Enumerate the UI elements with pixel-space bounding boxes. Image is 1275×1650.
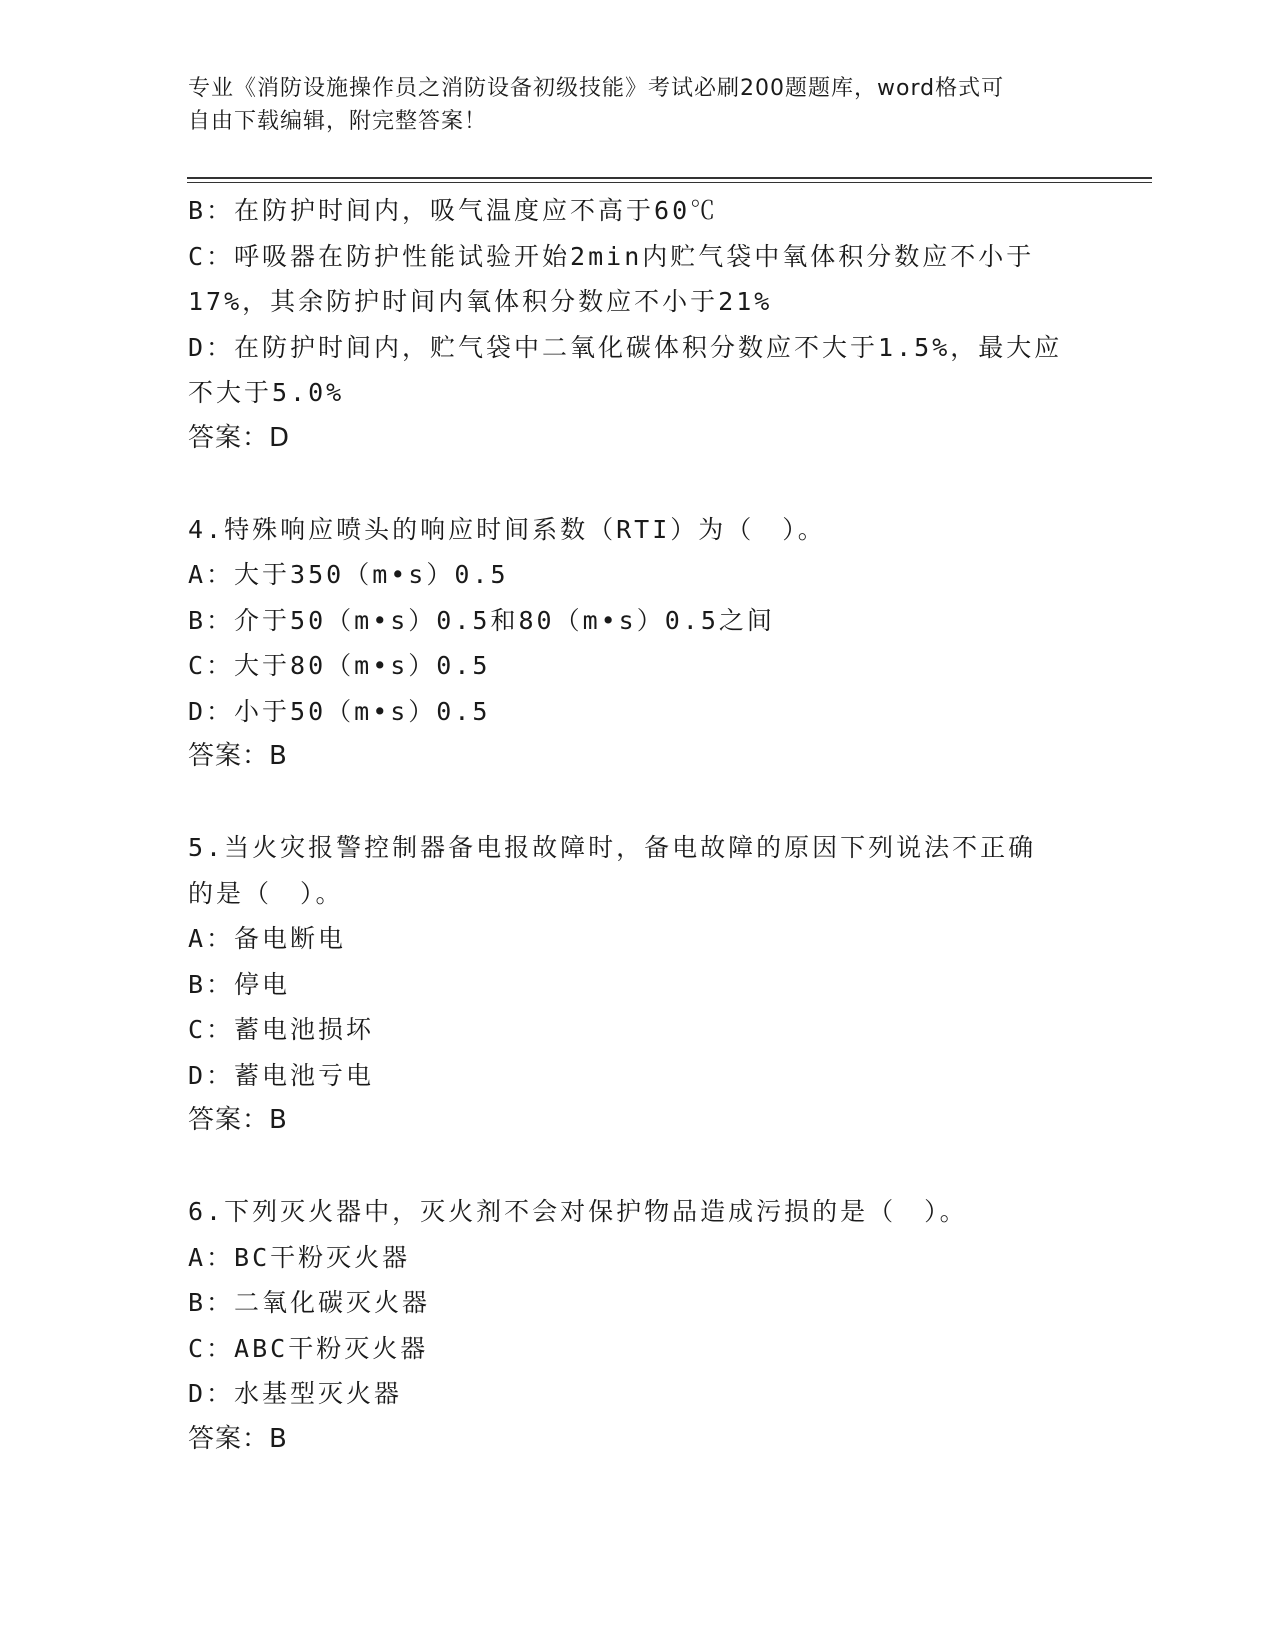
spacer — [188, 1144, 1128, 1190]
question-stem: 4.特殊响应喷头的响应时间系数（RTI）为（ ）。 — [188, 514, 826, 544]
option-c-line-1: C：呼吸器在防护性能试验开始2min内贮气袋中氧体积分数应不小于 — [188, 241, 1035, 271]
question-4 — [188, 507, 1128, 780]
option-b: B：介于50（m•s）0.5和80（m•s）0.5之间 — [188, 605, 775, 635]
answer: 答案：B — [188, 1423, 288, 1454]
option-d: D：小于50（m•s）0.5 — [188, 696, 491, 726]
spacer — [188, 461, 1128, 507]
header-line-2: 自由下载编辑，附完整答案！ — [188, 109, 488, 134]
option-a: A：BC干粉灭火器 — [188, 1242, 411, 1272]
option-c-line-2: 17%，其余防护时间内氧体积分数应不小于21% — [188, 287, 773, 316]
option-b: B：在防护时间内，吸气温度应不高于60℃ — [188, 196, 719, 225]
question-stem-line-1: 5.当火灾报警控制器备电报故障时，备电故障的原因下列说法不正确 — [188, 833, 1037, 862]
header-line-1: 专业《消防设施操作员之消防设备初级技能》考试必刷200题题库，word格式可 — [188, 76, 1005, 101]
option-d: D：蓄电池亏电 — [188, 1060, 375, 1090]
question-list — [188, 188, 1128, 1462]
header-divider-thick — [187, 177, 1152, 179]
answer: 答案：D — [188, 422, 291, 453]
option-a: A：备电断电 — [188, 924, 347, 953]
option-a: A：大于350（m•s）0.5 — [188, 560, 509, 589]
option-c: C：大于80（m•s）0.5 — [188, 651, 491, 680]
spacer — [188, 780, 1128, 826]
answer: 答案：B — [188, 741, 288, 771]
option-c: C：ABC干粉灭火器 — [188, 1333, 429, 1363]
question-5 — [188, 825, 1128, 1144]
document-header — [188, 72, 1088, 138]
option-d-line-1: D：在防护时间内，贮气袋中二氧化碳体积分数应不大于1.5%，最大应 — [188, 332, 1063, 362]
option-b: B：二氧化碳灭火器 — [188, 1288, 431, 1317]
question-3 — [188, 188, 1128, 461]
question-stem-line-2: 的是（ ）。 — [188, 878, 344, 908]
header-divider-thin — [187, 182, 1152, 183]
option-c: C：蓄电池损坏 — [188, 1015, 375, 1044]
option-b: B：停电 — [188, 969, 291, 999]
question-stem: 6.下列灭火器中，灭火剂不会对保护物品造成污损的是（ ）。 — [188, 1197, 968, 1226]
option-d: D：水基型灭火器 — [188, 1379, 403, 1408]
answer: 答案：B — [188, 1105, 288, 1135]
question-6 — [188, 1189, 1128, 1462]
option-d-line-2: 不大于5.0% — [188, 378, 345, 407]
